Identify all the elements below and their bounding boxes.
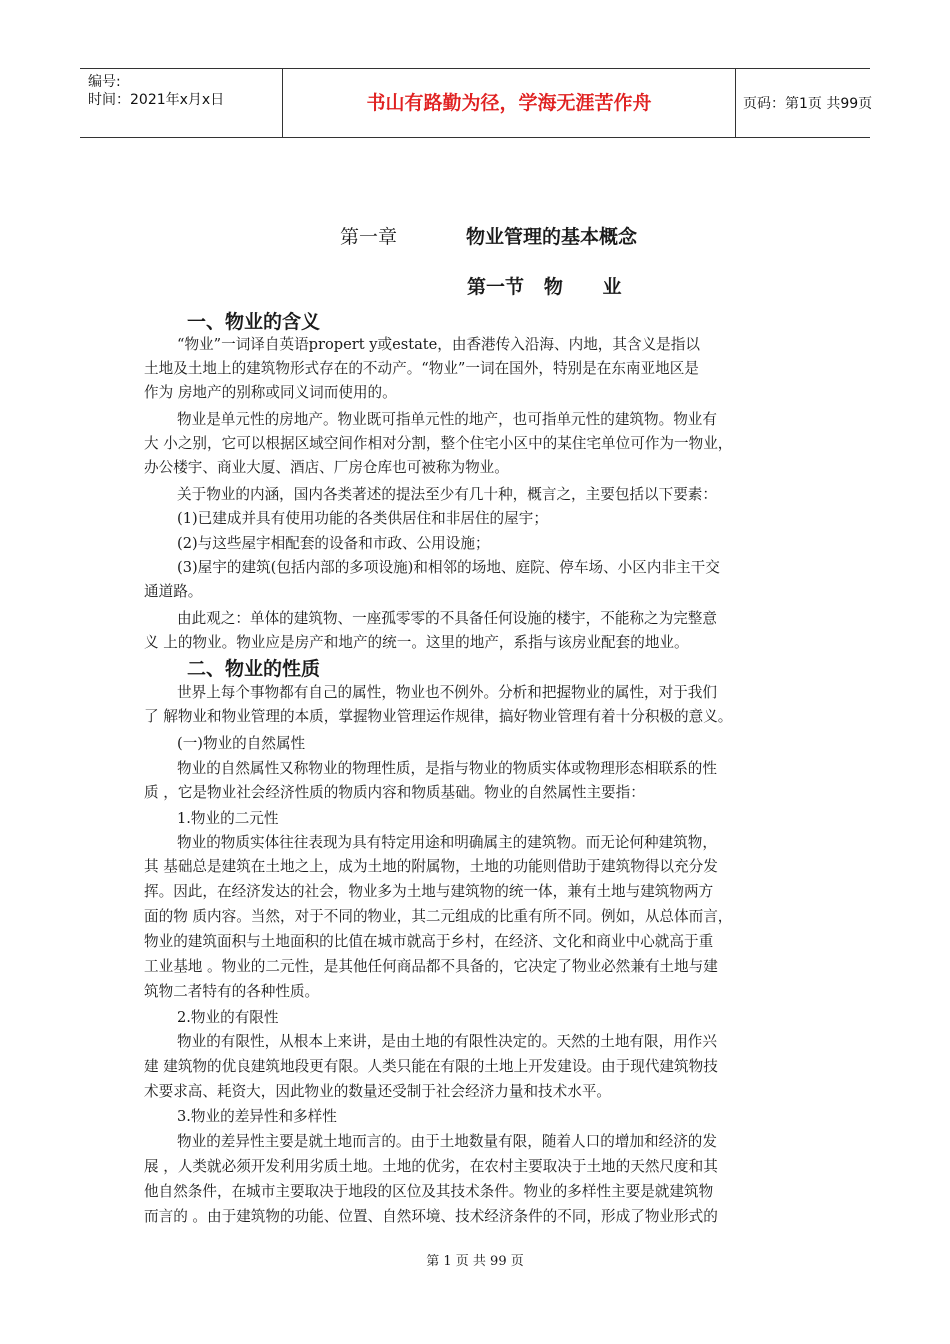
text-line: 2.物业的有限性 — [177, 1009, 279, 1026]
text-line: 义 上的物业。物业应是房产和地产的统一。这里的地产，系指与该房业配套的地业。 — [144, 634, 689, 651]
text-line: 办公楼宇、商业大厦、酒店、厂房仓库也可被称为物业。 — [144, 459, 509, 476]
text-line: 1.物业的二元性 — [177, 810, 279, 827]
header-motto-cell — [282, 69, 736, 137]
text-line: 而言的 。由于建筑物的功能、位置、自然环境、技术经济条件的不同，形成了物业形式的 — [144, 1208, 718, 1225]
text-line: 土地及土地上的建筑物形式存在的不动产。“物业”一词在国外，特别是在东南亚地区是 — [144, 360, 699, 377]
text-line: 物业的建筑面积与土地面积的比值在城市就高于乡村，在经济、文化和商业中心就高于重 — [144, 933, 714, 950]
text-line: (一)物业的自然属性 — [177, 735, 306, 752]
text-line: 物业是单元性的房地产。物业既可指单元性的地产，也可指单元性的建筑物。物业有 — [177, 411, 717, 428]
text-line: 大 小之别，它可以根据区域空间作相对分割，整个住宅小区中的某住宅单位可作为一物业， — [144, 435, 733, 452]
page-number-label: 页码：第1页 共99页 — [743, 96, 873, 112]
text-line: 物业的物质实体往往表现为具有特定用途和明确属主的建筑物。而无论何种建筑物， — [177, 834, 717, 851]
header-meta — [80, 69, 282, 137]
text-line: 面的物 质内容。当然，对于不同的物业，其二元组成的比重有所不同。例如，从总体而言， — [144, 908, 733, 925]
text-line: 挥。因此，在经济发达的社会，物业多为土地与建筑物的统一体，兼有土地与建筑物两方 — [144, 883, 714, 900]
text-line: 建 建筑物的优良建筑地段更有限。人类只能在有限的土地上开发建设。由于现代建筑物技 — [144, 1058, 718, 1075]
page-footer: 第 1 页 共 99 页 — [426, 1254, 524, 1269]
chapter-number: 第一章 — [340, 226, 398, 248]
date-label: 时间：2021年x月x日 — [88, 92, 225, 108]
text-line: 世界上每个事物都有自己的属性，物业也不例外。分析和把握物业的属性，对于我们 — [177, 684, 717, 701]
text-line: 关于物业的内涵，国内各类著述的提法至少有几十种，概言之，主要包括以下要素： — [177, 486, 717, 503]
text-line: 筑物二者特有的各种性质。 — [144, 983, 320, 1000]
header-page-cell — [735, 69, 873, 137]
text-line: (1)已建成并具有使用功能的各类供居住和非居住的屋宇； — [177, 510, 548, 527]
motto: 书山有路勤为径，学海无涯苦作舟 — [366, 92, 652, 114]
text-line: 作为 房地产的别称或同义词而使用的。 — [144, 384, 397, 401]
chapter-heading — [340, 222, 637, 249]
heading-nature: 二、物业的性质 — [187, 658, 321, 680]
text-line: 工业基地 。物业的二元性，是其他任何商品都不具备的，它决定了物业必然兼有土地与建 — [144, 958, 718, 975]
page-header — [80, 68, 873, 138]
text-line: 了 解物业和物业管理的本质，掌握物业管理运作规律，搞好物业管理有着十分积极的意义。 — [144, 708, 733, 725]
text-line: “物业”一词译自英语propert y或estate，由香港传入沿海、内地，其含义是指以 — [177, 336, 700, 353]
chapter-title: 物业管理的基本概念 — [466, 226, 638, 248]
text-line: 他自然条件，在城市主要取决于地段的区位及其技术条件。物业的多样性主要是就建筑物 — [144, 1183, 714, 1200]
text-line: 3.物业的差异性和多样性 — [177, 1108, 337, 1125]
text-line: 物业的自然属性又称物业的物理性质，是指与物业的物质实体或物理形态相联系的性 — [177, 760, 717, 777]
text-line: 其 基础总是建筑在土地之上，成为土地的附属物，土地的功能则借助于建筑物得以充分发 — [144, 858, 718, 875]
text-line: (3)屋宇的建筑(包括内部的多项设施)和相邻的场地、庭院、停车场、小区内非主干交 — [177, 559, 720, 576]
section-title: 第一节 物 业 — [467, 276, 622, 298]
text-line: 物业的差异性主要是就土地而言的。由于土地数量有限，随着人口的增加和经济的发 — [177, 1133, 717, 1150]
text-line: 展 ，人类就必须开发利用劣质土地。土地的优劣，在农村主要取决于土地的天然尺度和其 — [144, 1158, 718, 1175]
code-label: 编号: — [88, 74, 121, 90]
text-line: 由此观之：单体的建筑物、一座孤零零的不具备任何设施的楼宇，不能称之为完整意 — [177, 610, 717, 627]
text-line: 通道路。 — [144, 583, 203, 600]
text-line: 物业的有限性，从根本上来讲，是由土地的有限性决定的。天然的土地有限，用作兴 — [177, 1033, 717, 1050]
text-line: (2)与这些屋宇相配套的设备和市政、公用设施； — [177, 535, 490, 552]
text-line: 质 ，它是物业社会经济性质的物质内容和物质基础。物业的自然属性主要指： — [144, 784, 645, 801]
text-line: 术要求高、耗资大，因此物业的数量还受制于社会经济力量和技术水平。 — [144, 1083, 612, 1100]
heading-meaning: 一、物业的含义 — [187, 311, 321, 333]
